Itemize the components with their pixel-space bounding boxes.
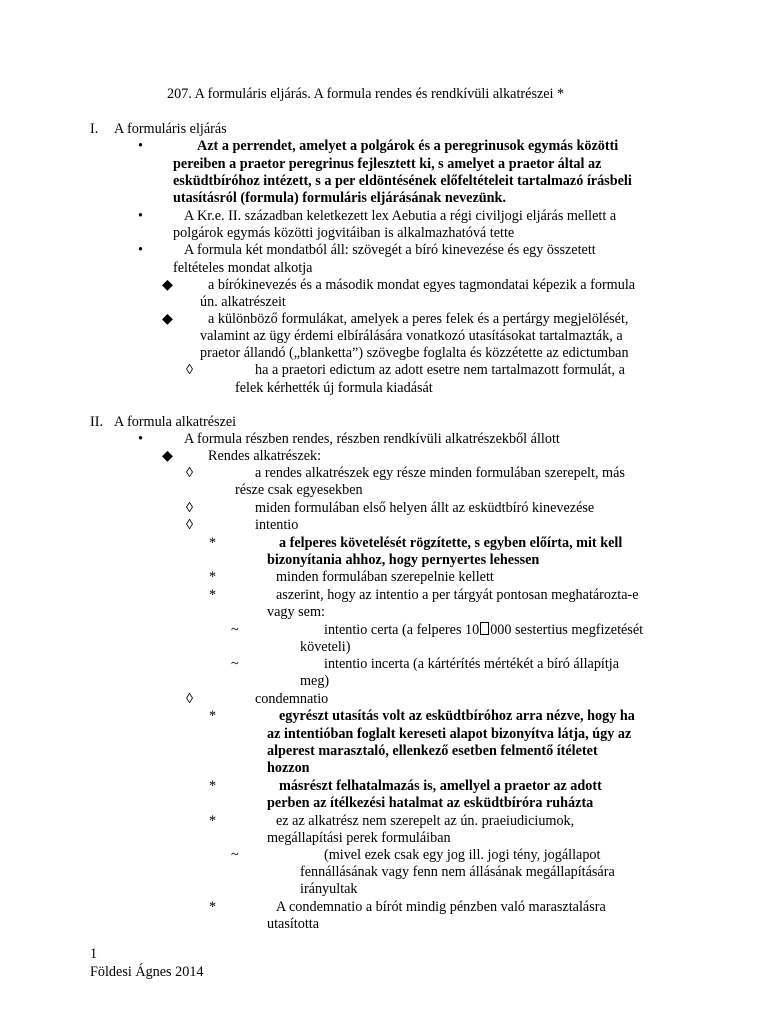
bullet-diamond-icon: ◆ bbox=[162, 448, 173, 464]
bullet-asterisk-icon: * bbox=[209, 778, 217, 794]
paragraph-line: követeli) bbox=[300, 639, 351, 655]
paragraph-line: egyrészt utasítás volt az esküdtbíróhoz arra nézve, hogy ha bbox=[279, 708, 635, 724]
paragraph-line: A formula két mondatból áll: szövegét a bíró kinevezése és egy összetett bbox=[184, 242, 596, 258]
paragraph-line: utasításról (formula) formuláris eljárásának nevezünk. bbox=[173, 190, 506, 206]
bullet-lozenge-icon: ◊ bbox=[186, 362, 194, 378]
paragraph-line: ún. alkatrészeit bbox=[200, 294, 286, 310]
paragraph-line: polgárok egymás közötti jogvitáiban is alkalmazhatóvá tette bbox=[173, 225, 515, 241]
bullet-dot-icon: • bbox=[138, 208, 143, 224]
bullet-asterisk-icon: * bbox=[209, 813, 217, 829]
paragraph-line: A Kr.e. II. században keletkezett lex Aebutia a régi civiljogi eljárás mellett a bbox=[184, 208, 617, 224]
paragraph-line: másrészt felhatalmazás is, amellyel a praetor az adott bbox=[279, 778, 602, 794]
bullet-lozenge-icon: ◊ bbox=[186, 465, 194, 481]
bullet-tilde-icon: ~ bbox=[231, 656, 239, 672]
bullet-lozenge-icon: ◊ bbox=[186, 517, 194, 533]
paragraph-line: valamint az ügy érdemi elbírálására vonatkozó utasításokat tartalmazták, a bbox=[200, 328, 623, 344]
paragraph-line: része csak egyesekben bbox=[235, 482, 363, 498]
bullet-asterisk-icon: * bbox=[209, 569, 217, 585]
section-2-number: II. bbox=[90, 414, 103, 430]
paragraph-line: Azt a perrendet, amelyet a polgárok és a peregrinusok egymás közötti bbox=[197, 138, 619, 154]
paragraph-line: condemnatio bbox=[255, 691, 329, 707]
text-fragment: intentio certa (a felperes 10 bbox=[324, 622, 480, 638]
bullet-diamond-icon: ◆ bbox=[162, 277, 173, 293]
paragraph-line: (mivel ezek csak egy jog ill. jogi tény, jogállapot bbox=[324, 847, 601, 863]
paragraph-line: vagy sem: bbox=[267, 604, 325, 620]
bullet-lozenge-icon: ◊ bbox=[186, 500, 194, 516]
bullet-tilde-icon: ~ bbox=[231, 622, 239, 638]
paragraph-line: a felperes követelését rögzítette, s egyben előírta, mit kell bbox=[279, 535, 623, 551]
paragraph-line: hozzon bbox=[267, 760, 310, 776]
paragraph-line: alperest marasztaló, ellenkező esetben felmentő ítéletet bbox=[267, 743, 598, 759]
paragraph-line: fennállásának vagy fenn nem állásának megállapítására bbox=[300, 864, 615, 880]
paragraph-line bbox=[324, 622, 643, 640]
page-number: 1 bbox=[90, 946, 98, 962]
paragraph-line: A condemnatio a bírót mindig pénzben való marasztalásra bbox=[276, 899, 606, 915]
paragraph-line: a különböző formulákat, amelyek a peres felek és a pertárgy megjelölését, bbox=[208, 311, 629, 327]
bullet-dot-icon: • bbox=[138, 242, 143, 258]
paragraph-line: ha a praetori edictum az adott esetre nem tartalmazott formulát, a bbox=[255, 362, 625, 378]
bullet-lozenge-icon: ◊ bbox=[186, 691, 194, 707]
bullet-asterisk-icon: * bbox=[209, 899, 217, 915]
bullet-asterisk-icon: * bbox=[209, 535, 217, 551]
bullet-dot-icon: • bbox=[138, 431, 143, 447]
paragraph-line: megállapítási perek formuláiban bbox=[267, 830, 451, 846]
bullet-asterisk-icon: * bbox=[209, 708, 217, 724]
paragraph-line: perben az ítélkezési hatalmat az esküdtbíróra ruházta bbox=[267, 795, 594, 811]
paragraph-line: irányultak bbox=[300, 881, 358, 897]
paragraph-line: utasította bbox=[267, 916, 320, 932]
section-2-heading: A formula alkatrészei bbox=[114, 414, 237, 430]
paragraph-line: a rendes alkatrészek egy része minden formulában szerepelt, más bbox=[255, 465, 625, 481]
page-title: 207. A formuláris eljárás. A formula rendes és rendkívüli alkatrészei * bbox=[167, 86, 565, 102]
paragraph-line: A formula részben rendes, részben rendkívüli alkatrészekből állott bbox=[184, 431, 560, 447]
paragraph-line: intentio bbox=[255, 517, 299, 533]
bullet-asterisk-icon: * bbox=[209, 587, 217, 603]
paragraph-line: meg) bbox=[300, 673, 330, 689]
footer-author: Földesi Ágnes 2014 bbox=[90, 964, 204, 980]
paragraph-line: ez az alkatrész nem szerepelt az ún. praeiudiciumok, bbox=[276, 813, 575, 829]
paragraph-line: intentio incerta (a kártérítés mértékét a bíró állapítja bbox=[324, 656, 620, 672]
paragraph-line: az intentióban foglalt kereseti alapot bizonyítva látja, úgy az bbox=[267, 726, 632, 742]
bullet-tilde-icon: ~ bbox=[231, 847, 239, 863]
paragraph-line: bizonyítania ahhoz, hogy pernyertes lehessen bbox=[267, 552, 540, 568]
paragraph-line: minden formulában szerepelnie kellett bbox=[276, 569, 494, 585]
paragraph-line: a bírókinevezés és a második mondat egyes tagmondatai képezik a formula bbox=[208, 277, 636, 293]
paragraph-line: aszerint, hogy az intentio a per tárgyát pontosan meghatározta-e bbox=[276, 587, 639, 603]
paragraph-line: praetor állandó („blanketta”) szövegbe foglalta és közzétette az edictumban bbox=[200, 345, 629, 361]
paragraph-line: pereiben a praetor peregrinus fejlesztett ki, s amelyet a praetor által az bbox=[173, 156, 602, 172]
paragraph-line: Rendes alkatrészek: bbox=[208, 448, 322, 464]
paragraph-line: esküdtbíróhoz intézett, s a per eldöntésének előfeltételeit tartalmazó írásbeli bbox=[173, 173, 632, 189]
paragraph-line: miden formulában első helyen állt az esküdtbíró kinevezése bbox=[255, 500, 595, 516]
bullet-dot-icon: • bbox=[138, 138, 143, 154]
section-1-heading: A formuláris eljárás bbox=[114, 121, 227, 137]
missing-glyph-box bbox=[480, 622, 489, 635]
text-fragment: 000 sestertius megfizetését bbox=[490, 622, 644, 638]
paragraph-line: felek kérhették új formula kiadását bbox=[235, 380, 433, 396]
paragraph-line: feltételes mondat alkotja bbox=[173, 260, 313, 276]
section-1-number: I. bbox=[90, 121, 99, 137]
bullet-diamond-icon: ◆ bbox=[162, 311, 173, 327]
